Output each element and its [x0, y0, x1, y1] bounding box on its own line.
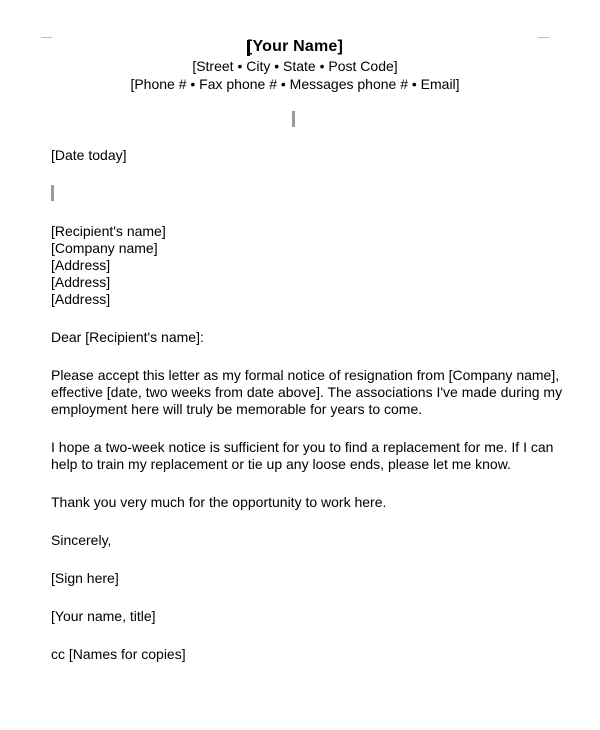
- empty-paragraph-marker-icon: [292, 111, 295, 127]
- recipient-address-line-3[interactable]: [Address]: [51, 291, 111, 307]
- sender-name[interactable]: [Your Name]: [246, 38, 344, 55]
- recipient-address-line-2[interactable]: [Address]: [51, 274, 111, 290]
- cc-line[interactable]: cc [Names for copies]: [51, 646, 186, 662]
- letter-date[interactable]: [Date today]: [51, 147, 127, 163]
- body-paragraph-1-line-2[interactable]: effective [date, two weeks from date above]. The associations I've made during my: [51, 384, 563, 400]
- body-paragraph-2-line-2[interactable]: help to train my replacement or tie up any loose ends, please let me know.: [51, 456, 511, 472]
- sender-name-title[interactable]: [Your name, title]: [51, 608, 156, 624]
- salutation[interactable]: Dear [Recipient's name]:: [51, 329, 204, 345]
- sender-contact[interactable]: [Phone # • Fax phone # • Messages phone # • Email]: [130, 76, 460, 92]
- recipient-name[interactable]: [Recipient's name]: [51, 223, 166, 239]
- sender-address[interactable]: [Street • City • State • Post Code]: [192, 58, 398, 74]
- body-paragraph-1-line-3[interactable]: employment here will truly be memorable for years to come.: [51, 401, 423, 417]
- closing-sincerely[interactable]: Sincerely,: [51, 532, 112, 548]
- signature-placeholder[interactable]: [Sign here]: [51, 570, 119, 586]
- recipient-address-line-1[interactable]: [Address]: [51, 257, 111, 273]
- body-paragraph-1-line-1[interactable]: Please accept this letter as my formal notice of resignation from [Company name],: [51, 367, 560, 383]
- body-paragraph-2-line-1[interactable]: I hope a two-week notice is sufficient for you to find a replacement for me. If I can: [51, 439, 554, 455]
- body-paragraph-3[interactable]: Thank you very much for the opportunity to work here.: [51, 494, 387, 510]
- empty-paragraph-marker-icon: [51, 185, 54, 201]
- recipient-company[interactable]: [Company name]: [51, 240, 158, 256]
